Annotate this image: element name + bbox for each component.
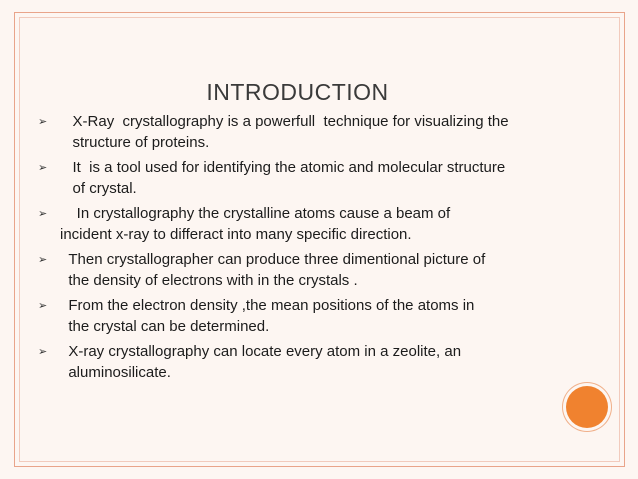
bullet-text: X-ray crystallography can locate every atom in a zeolite, an aluminosilicate.	[68, 343, 462, 381]
bullet-text: It is a tool used for identifying the atomic and molecular structure of crystal.	[72, 159, 506, 197]
slide-title: INTRODUCTION	[206, 79, 389, 105]
bullet-list	[38, 111, 608, 387]
bullet-item	[38, 249, 608, 291]
bullet-text: X-Ray crystallography is a powerfull technique for visualizing the structure of proteins.	[72, 113, 509, 151]
bullet-text: From the electron density ,the mean positions of the atoms in the crystal can be determined.	[68, 297, 475, 335]
bullet-item	[38, 111, 608, 153]
arrow-bullet-icon: ➢	[38, 208, 48, 220]
arrow-bullet-icon: ➢	[38, 254, 48, 266]
bullet-item	[38, 203, 608, 245]
arrow-bullet-icon: ➢	[38, 116, 48, 128]
arrow-bullet-icon: ➢	[38, 162, 48, 174]
bullet-item	[38, 341, 608, 383]
bullet-item	[38, 157, 608, 199]
arrow-bullet-icon: ➢	[38, 346, 48, 358]
bullet-text: In crystallography the crystalline atoms cause a beam of incident x-ray to differact into many specific direction.	[60, 205, 451, 243]
bullet-text: Then crystallographer can produce three dimentional picture of the density of electrons with in the crystals .	[68, 251, 486, 289]
arrow-bullet-icon: ➢	[38, 300, 48, 312]
decorative-orange-circle	[566, 386, 608, 428]
bullet-item	[38, 295, 608, 337]
